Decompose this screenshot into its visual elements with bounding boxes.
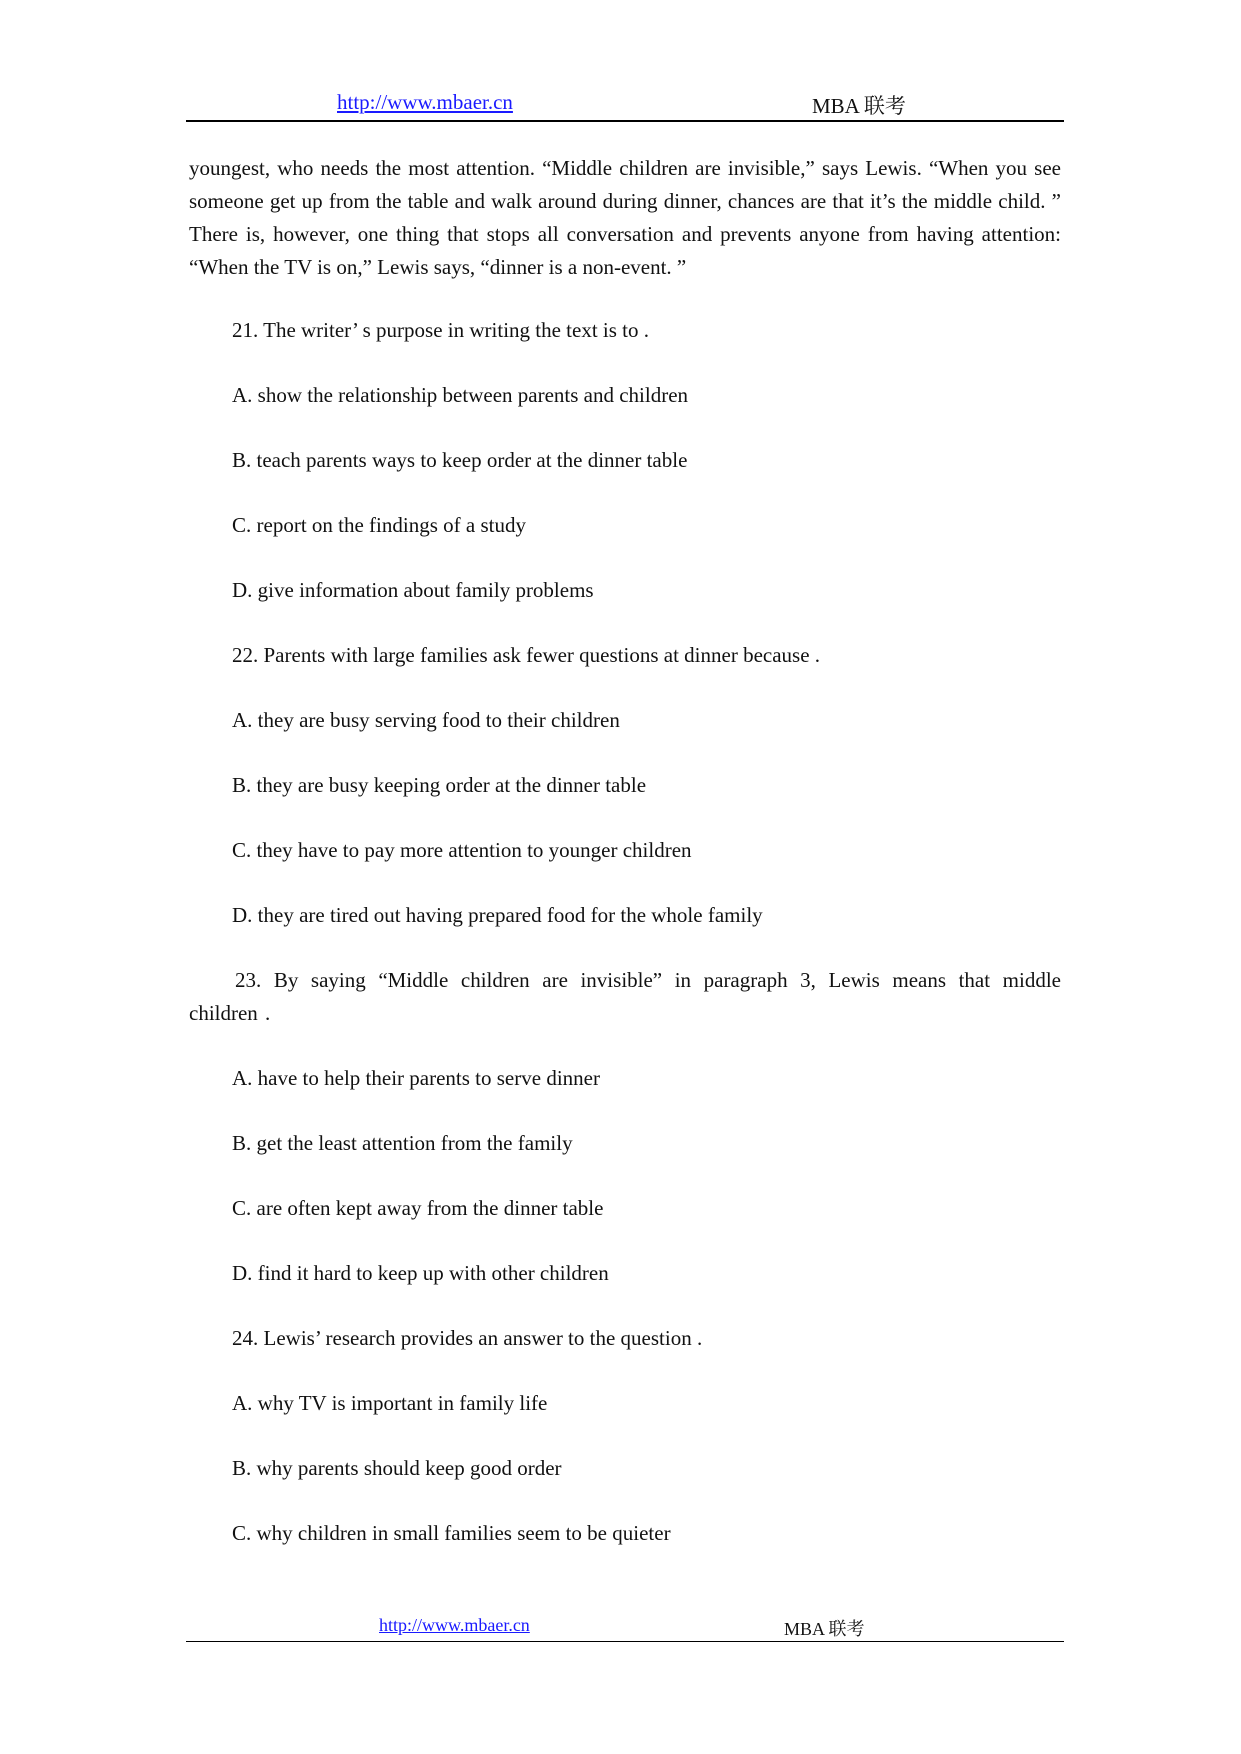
footer-url-link[interactable]: http://www.mbaer.cn [379,1615,530,1635]
question-23-option-d: D. find it hard to keep up with other children [232,1261,609,1285]
question-23-option-b: B. get the least attention from the family [232,1131,573,1155]
page-footer [186,1609,1064,1642]
question-22-option-d: D. they are tired out having prepared food for the whole family [232,903,763,927]
question-22-option-b: B. they are busy keeping order at the dinner table [232,773,647,797]
question-21-option-b: B. teach parents ways to keep order at the dinner table [232,448,688,472]
question-24-option-c: C. why children in small families seem to be quieter [232,1521,671,1545]
question-22-option-c: C. they have to pay more attention to younger children [232,838,692,862]
question-21-option-c: C. report on the findings of a study [232,513,526,537]
question-24-option-a: A. why TV is important in family life [232,1391,548,1415]
question-21-option-d: D. give information about family problems [232,578,594,602]
footer-brand: MBA 联考 [784,1619,865,1639]
header-url-link[interactable]: http://www.mbaer.cn [337,90,513,114]
question-23-option-a: A. have to help their parents to serve dinner [232,1066,600,1090]
question-24-stem: 24. Lewis’ research provides an answer to the question . [232,1326,703,1350]
header-brand: MBA 联考 [812,94,906,118]
question-23-option-c: C. are often kept away from the dinner table [232,1196,604,1220]
question-24-option-b: B. why parents should keep good order [232,1456,562,1480]
page-header [186,86,1064,122]
question-23-stem: 23. By saying “Middle children are invisible” in paragraph 3, Lewis means that middle children . [189,968,1061,1025]
question-22-option-a: A. they are busy serving food to their children [232,708,620,732]
question-21-stem: 21. The writer’ s purpose in writing the text is to . [232,318,650,342]
passage-paragraph: youngest, who needs the most attention. “Middle children are invisible,” says Lewis. “When you see someone get up from the table and walk around during dinner, chances are that it’s the middle child. ” There is, however, one thing that stops all conversation and prevents anyone from having attention: “When the TV is on,” Lewis says, “dinner is a non-event. ” [189,156,1061,279]
question-21-option-a: A. show the relationship between parents and children [232,383,689,407]
question-22-stem: 22. Parents with large families ask fewer questions at dinner because . [232,643,821,667]
